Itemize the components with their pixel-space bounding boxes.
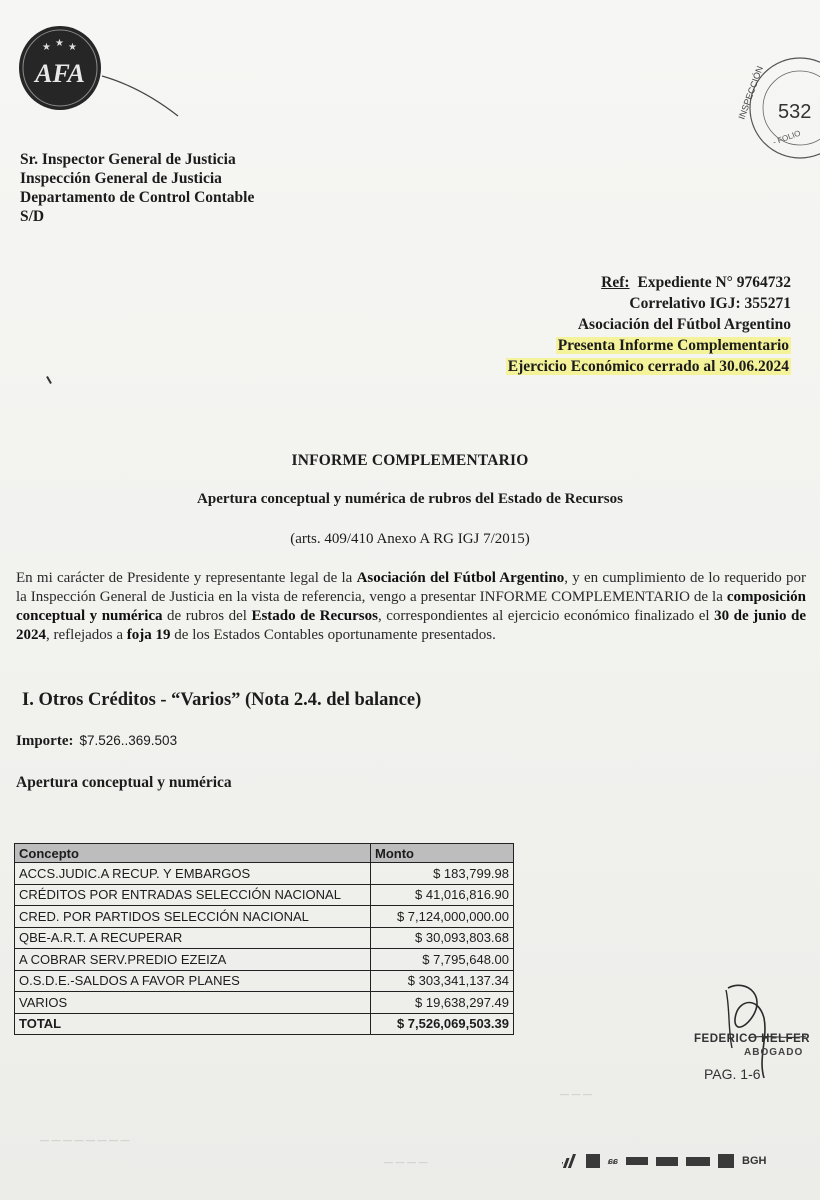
adidas-logo	[562, 1154, 578, 1168]
cell-concepto: QBE-A.R.T. A RECUPERAR	[15, 927, 371, 949]
reception-stamp	[722, 50, 820, 160]
sponsors-bar	[562, 1152, 802, 1170]
importe-line	[16, 733, 177, 750]
table-row	[15, 863, 514, 885]
signatory-role: ABOGADO	[744, 1047, 804, 1058]
cell-monto: $ 303,341,137.34	[371, 970, 514, 992]
apertura-title: Apertura conceptual y numérica	[16, 774, 232, 791]
cell-concepto: A COBRAR SERV.PREDIO EZEIZA	[15, 949, 371, 971]
afa-crest-logo	[16, 20, 104, 112]
sponsor-logo	[718, 1154, 734, 1168]
cell-monto: $ 7,124,000,000.00	[371, 906, 514, 928]
sponsor-label-bgh: BGH	[742, 1155, 767, 1167]
cell-monto: $ 183,799.98	[371, 863, 514, 885]
table-total-row	[15, 1013, 514, 1035]
document-subtitle: Apertura conceptual y numérica de rubros del Estado de Recursos	[197, 491, 623, 507]
cell-concepto: CRED. POR PARTIDOS SELECCIÓN NACIONAL	[15, 906, 371, 928]
ypf-logo	[656, 1157, 678, 1166]
cell-concepto: O.S.D.E.-SALDOS A FAVOR PLANES	[15, 970, 371, 992]
ref-correlativo: Correlativo IGJ: 355271	[629, 295, 791, 312]
table-row	[15, 970, 514, 992]
importe-label: Importe:	[16, 733, 74, 749]
addressee-line: S/D	[20, 208, 45, 225]
sponsor-logo	[686, 1157, 710, 1166]
total-label: TOTAL	[15, 1013, 371, 1035]
signatory-name: FEDERICO HELFER	[694, 1033, 811, 1045]
table-row	[15, 927, 514, 949]
addressee-line: Departamento de Control Contable	[20, 189, 255, 206]
cell-monto: $ 30,093,803.68	[371, 927, 514, 949]
document-title: INFORME COMPLEMENTARIO	[291, 452, 529, 469]
table-row	[15, 992, 514, 1014]
addressee-block	[20, 150, 254, 226]
header-concepto: Concepto	[15, 844, 371, 863]
table-header-row	[15, 844, 514, 863]
ref-label: Ref:	[601, 274, 630, 291]
reference-block	[506, 272, 791, 377]
cell-concepto: ACCS.JUDIC.A RECUP. Y EMBARGOS	[15, 863, 371, 885]
cell-concepto: CRÉDITOS POR ENTRADAS SELECCIÓN NACIONAL	[15, 884, 371, 906]
breakdown-table	[14, 843, 514, 1035]
total-value: $ 7,526,069,503.39	[371, 1013, 514, 1035]
svg-text:- FOLIO: - FOLIO	[771, 128, 802, 147]
faint-print-mark: — — — —	[384, 1157, 428, 1167]
header-monto: Monto	[371, 844, 514, 863]
cell-monto: $ 19,638,297.49	[371, 992, 514, 1014]
ref-expediente: Expediente N° 9764732	[637, 274, 791, 291]
cell-monto: $ 41,016,816.90	[371, 884, 514, 906]
addressee-line: Inspección General de Justicia	[20, 170, 222, 187]
svg-text:AFA: AFA	[35, 59, 85, 88]
pen-mark	[46, 376, 52, 384]
table-row	[15, 906, 514, 928]
cell-monto: $ 7,795,648.00	[371, 949, 514, 971]
svg-text:★: ★	[68, 42, 77, 53]
intro-paragraph: En mi carácter de Presidente y representante legal de la Asociación del Fútbol Argentino, y en cumplimiento de lo requerido por la Inspección General de Justicia en la vista de referencia, vengo a presentar INFORME COMPLEMENTARIO de la composición conceptual y numérica de rubros del Estado de Recursos, correspondientes al ejercicio económico finalizado el 30 de junio de 2024, reflejados a foja 19 de los Estados Contables oportunamente presentados.	[16, 570, 806, 643]
ref-subject-highlighted: Presenta Informe Complementario	[557, 337, 789, 354]
addressee-line: Sr. Inspector General de Justicia	[20, 151, 236, 168]
sponsor-logo	[586, 1154, 600, 1168]
svg-text:★: ★	[55, 38, 64, 49]
table-row	[15, 884, 514, 906]
cell-concepto: VARIOS	[15, 992, 371, 1014]
handwritten-page-note: PAG. 1-6	[704, 1066, 761, 1082]
svg-text:★: ★	[42, 42, 51, 53]
coca-cola-logo: ɕɕ	[608, 1156, 619, 1166]
pen-stroke	[100, 70, 180, 120]
ref-period-highlighted: Ejercicio Económico cerrado al 30.06.2024	[507, 358, 789, 375]
faint-print-mark: — — —	[560, 1089, 593, 1099]
faint-print-mark: — — — — — — — —	[40, 1135, 130, 1145]
legal-reference: (arts. 409/410 Anexo A RG IGJ 7/2015)	[290, 531, 530, 547]
sponsor-logo	[626, 1157, 648, 1165]
section-title: I. Otros Créditos - “Varios” (Nota 2.4. del balance)	[22, 690, 422, 710]
table-row	[15, 949, 514, 971]
importe-value: $7.526..369.503	[79, 733, 178, 748]
svg-text:INSPECCIÓN: INSPECCIÓN	[736, 64, 766, 121]
svg-text:532: 532	[778, 101, 812, 123]
ref-entity: Asociación del Fútbol Argentino	[577, 316, 791, 333]
